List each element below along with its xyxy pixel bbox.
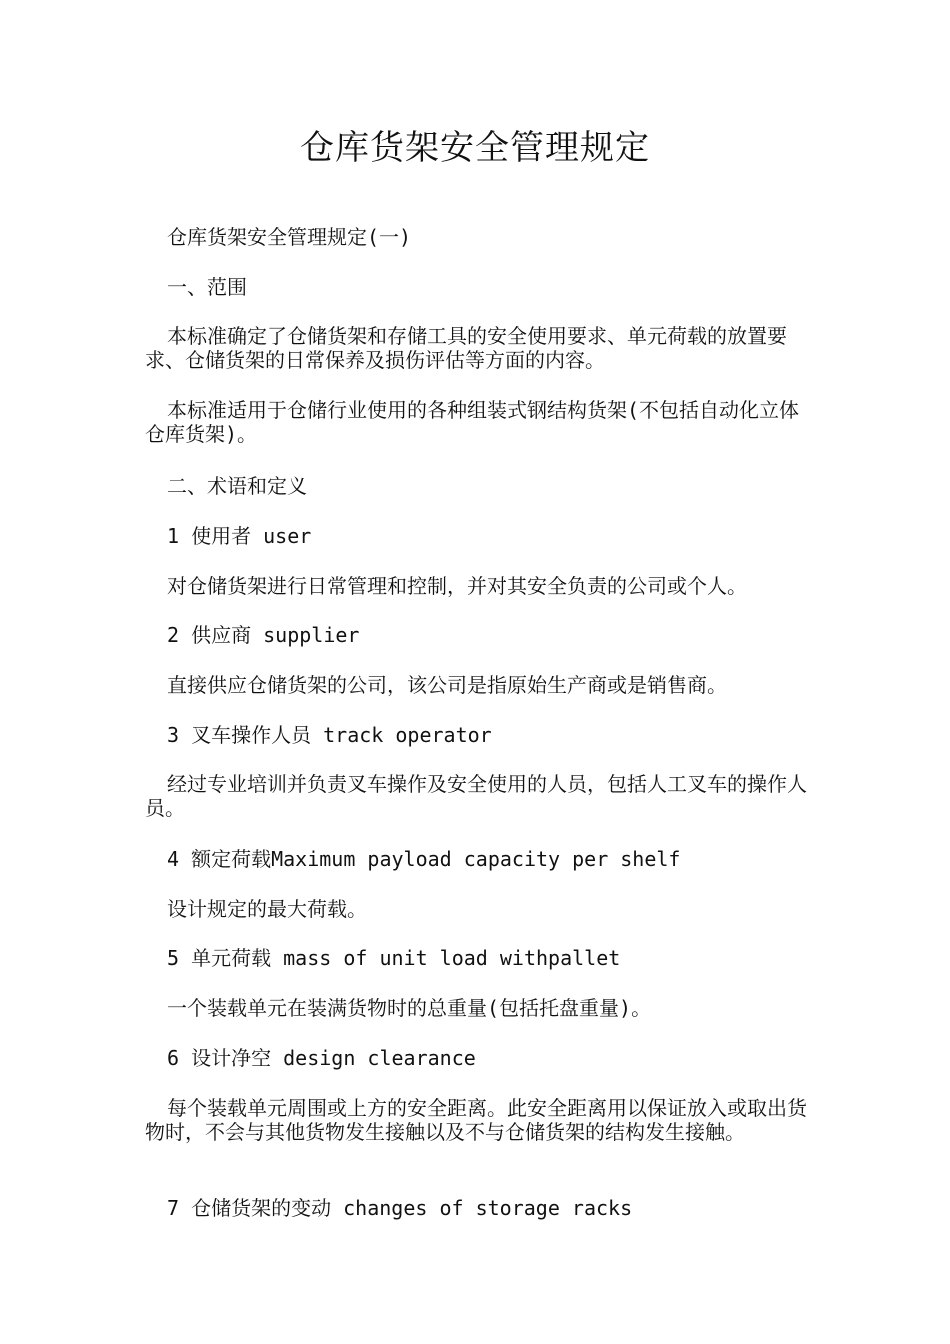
section-heading-terms: 二、术语和定义 bbox=[167, 474, 307, 498]
term-heading-supplier: 2 供应商 supplier bbox=[167, 623, 360, 647]
term-heading-clearance: 6 设计净空 design clearance bbox=[167, 1046, 476, 1070]
paragraph-scope-2: 本标准适用于仓储行业使用的各种组装式钢结构货架(不包括自动化立体仓库货架)。 bbox=[145, 398, 800, 446]
section-heading-scope: 一、范围 bbox=[167, 275, 247, 299]
term-definition-user: 对仓储货架进行日常管理和控制，并对其安全负责的公司或个人。 bbox=[167, 574, 747, 598]
term-heading-unit-load: 5 单元荷载 mass of unit load withpallet bbox=[167, 946, 621, 970]
paragraph-subtitle: 仓库货架安全管理规定(一) bbox=[167, 225, 412, 249]
term-heading-operator: 3 叉车操作人员 track operator bbox=[167, 723, 492, 747]
term-heading-rack-changes: 7 仓储货架的变动 changes of storage racks bbox=[167, 1196, 633, 1220]
term-heading-payload: 4 额定荷载Maximum payload capacity per shelf bbox=[167, 847, 681, 871]
term-heading-user: 1 使用者 user bbox=[167, 524, 312, 548]
term-definition-supplier: 直接供应仓储货架的公司，该公司是指原始生产商或是销售商。 bbox=[167, 673, 727, 697]
paragraph-scope-1: 本标准确定了仓储货架和存储工具的安全使用要求、单元荷载的放置要求、仓储货架的日常保养及损伤评估等方面的内容。 bbox=[145, 324, 787, 372]
term-definition-unit-load: 一个装载单元在装满货物时的总重量(包括托盘重量)。 bbox=[167, 996, 652, 1020]
term-definition-payload: 设计规定的最大荷载。 bbox=[167, 897, 367, 921]
document-title: 仓库货架安全管理规定 bbox=[300, 128, 650, 168]
term-definition-clearance: 每个装载单元周围或上方的安全距离。此安全距离用以保证放入或取出货物时，不会与其他货物发生接触以及不与仓储货架的结构发生接触。 bbox=[145, 1096, 807, 1144]
term-definition-operator: 经过专业培训并负责叉车操作及安全使用的人员，包括人工叉车的操作人员。 bbox=[145, 772, 807, 820]
